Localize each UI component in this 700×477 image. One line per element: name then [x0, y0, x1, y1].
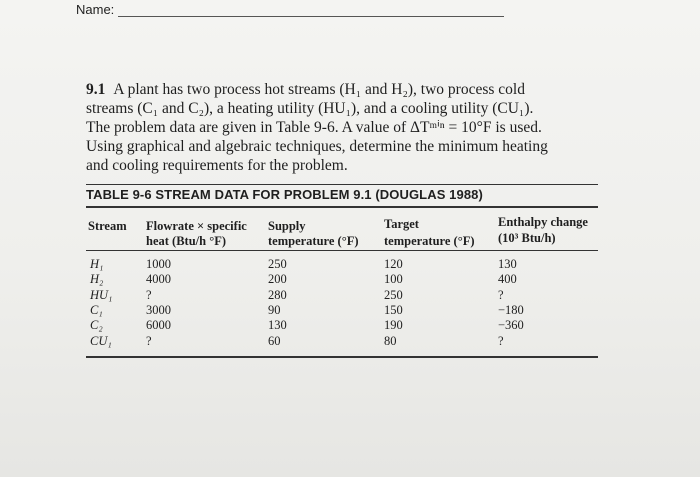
header-enthalpy-2: (10³ Btu/h) [498, 231, 556, 245]
table-bottom-rule [86, 356, 598, 358]
cell-flowrate: ? [146, 333, 152, 348]
problem-line-1: 9.1 A plant has two process hot streams (H₁ and H₂), two process cold [86, 81, 525, 98]
header-flowrate-2: heat (Btu/h °F) [146, 234, 226, 248]
cell-enthalpy: 400 [498, 272, 517, 287]
table-top-rule [86, 184, 598, 185]
cell-stream: H₂ [90, 272, 104, 287]
cell-supply: 200 [268, 272, 287, 287]
problem-number: 9.1 [86, 81, 106, 98]
cell-flowrate: 4000 [146, 272, 171, 287]
cell-supply: 250 [268, 257, 287, 271]
cell-stream: C₂ [90, 318, 103, 333]
table-header-rule [86, 250, 598, 251]
cell-target: 150 [384, 302, 403, 317]
cell-flowrate: ? [146, 287, 152, 302]
header-enthalpy-1: Enthalpy change [498, 215, 588, 229]
header-flowrate-1: Flowrate × specific [146, 219, 247, 233]
cell-supply: 130 [268, 318, 287, 333]
name-label: Name: [76, 2, 115, 17]
header-supply-1: Supply [268, 219, 306, 233]
header-target-2: temperature (°F) [384, 234, 475, 248]
problem-statement [86, 80, 616, 175]
cell-target: 80 [384, 333, 397, 348]
cell-enthalpy: ? [498, 287, 504, 302]
table-title: TABLE 9-6 STREAM DATA FOR PROBLEM 9.1 (DOUGLAS 1988) [86, 187, 483, 202]
problem-line-5: and cooling requirements for the problem. [86, 157, 348, 174]
cell-supply: 60 [268, 333, 281, 348]
table-title-rule [86, 206, 598, 208]
cell-stream: HU₁ [90, 287, 113, 302]
cell-enthalpy: −360 [498, 318, 524, 333]
cell-flowrate: 1000 [146, 257, 171, 271]
cell-stream: H₁ [90, 257, 104, 271]
cell-stream: CU₁ [90, 333, 112, 348]
cell-target: 250 [384, 287, 403, 302]
cell-target: 190 [384, 318, 403, 333]
cell-enthalpy: ? [498, 333, 504, 348]
cell-target: 100 [384, 272, 403, 287]
problem-line-3: The problem data are given in Table 9-6. A value of ΔTᵐⁱⁿ = 10°F is used. [86, 119, 542, 136]
cell-flowrate: 3000 [146, 302, 171, 317]
cell-supply: 90 [268, 302, 281, 317]
cell-enthalpy: 130 [498, 257, 517, 271]
cell-flowrate: 6000 [146, 318, 171, 333]
header-target-1: Target [384, 217, 419, 231]
header-supply-2: temperature (°F) [268, 234, 359, 248]
cell-target: 120 [384, 257, 403, 271]
cell-supply: 280 [268, 287, 287, 302]
header-stream: Stream [88, 219, 127, 233]
problem-line-4: Using graphical and algebraic techniques, determine the minimum heating [86, 138, 548, 155]
cell-stream: C₁ [90, 302, 103, 317]
cell-enthalpy: −180 [498, 302, 524, 317]
problem-line-2: streams (C₁ and C₂), a heating utility (HU₁), and a cooling utility (CU₁). [86, 100, 534, 117]
name-underline [118, 16, 504, 17]
